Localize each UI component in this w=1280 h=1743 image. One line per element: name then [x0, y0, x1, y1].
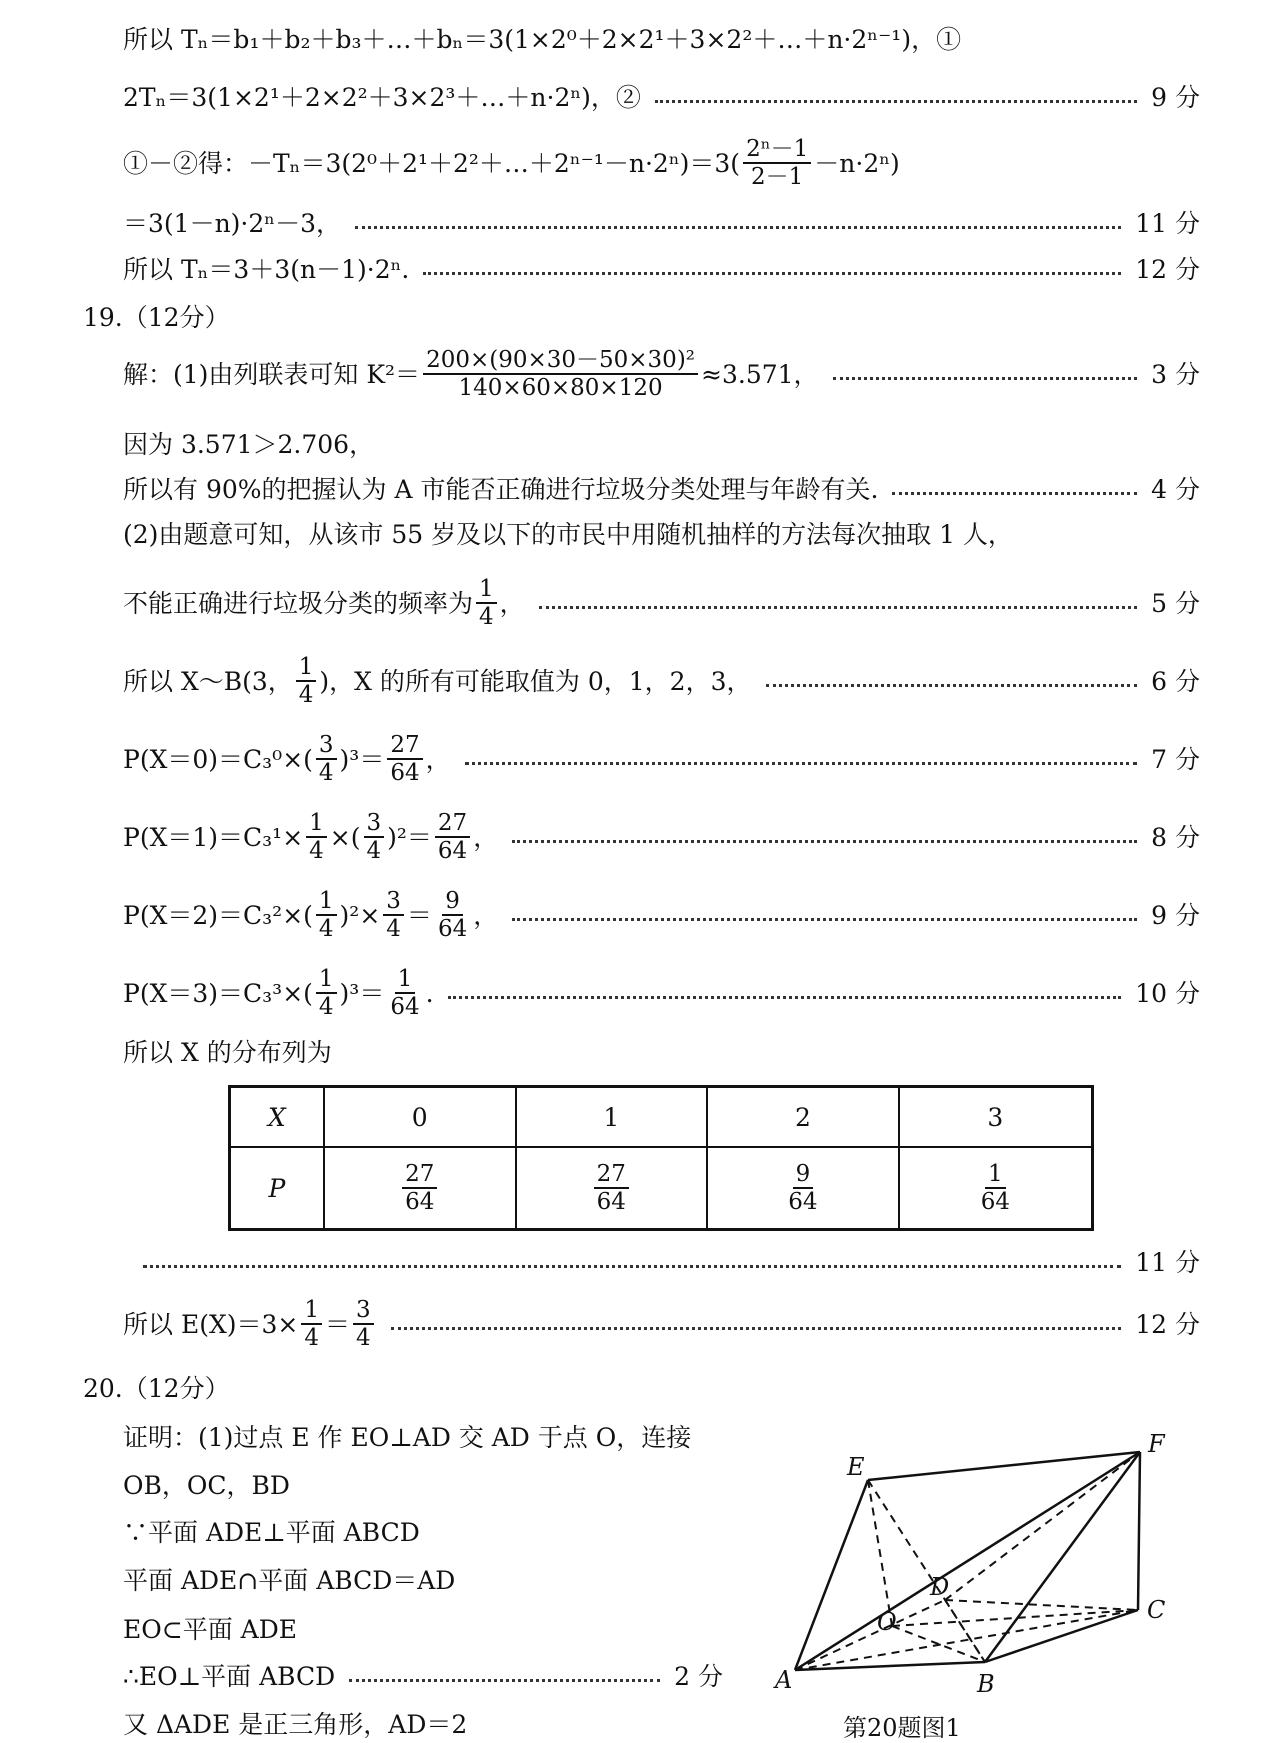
edge-af: [795, 1452, 1140, 1670]
score-label: 9 分: [1151, 83, 1200, 112]
binomial-tail: )，X 的所有可能取值为 0，1，2，3，: [319, 666, 752, 696]
numerator: 1: [301, 1298, 322, 1325]
text-line: [123, 27, 961, 52]
question-number: 20.（12分）: [83, 1374, 230, 1403]
text-line: [123, 1568, 455, 1593]
text-line: [123, 1712, 467, 1737]
fraction: [387, 967, 422, 1019]
prob-x0: [123, 733, 451, 785]
proof-line: OB，OC，BD: [123, 1471, 290, 1500]
formula-tn-final: 所以 Tₙ＝3＋3(n－1)·2ⁿ.: [123, 255, 410, 284]
prob-x2: [123, 889, 498, 941]
dot-leader: [143, 1265, 1121, 1268]
denominator: 64: [980, 1189, 1010, 1215]
dot-leader: [892, 492, 1137, 495]
binomial-statement: [123, 655, 752, 707]
denominator: 4: [309, 838, 324, 865]
numerator: 3: [383, 889, 404, 916]
edge-db: [945, 1600, 985, 1662]
denominator: 64: [596, 1189, 626, 1215]
prob-x3: [123, 967, 434, 1019]
formula-result: ＝3(1－n)·2ⁿ－3，: [123, 209, 341, 238]
vertex-label-a: A: [775, 1666, 793, 1694]
formula-sum-tn: 所以 Tₙ＝b₁＋b₂＋b₃＋…＋bₙ＝3(1×2⁰＋2×2¹＋3×2²＋…＋n·2ⁿ⁻¹)，①: [123, 25, 962, 54]
comma: ，: [473, 900, 499, 930]
vertex-label-b: B: [977, 1670, 995, 1698]
text-line: [123, 733, 1200, 785]
edge-ef: [868, 1452, 1140, 1480]
numerator: 200×(90×30－50×30)²: [423, 348, 698, 375]
vertex-label-d: D: [930, 1573, 950, 1601]
prob-lead: P(X＝3)＝C₃³×(: [123, 978, 313, 1008]
text-line: [123, 432, 374, 457]
dot-leader: [512, 918, 1137, 921]
table-cell: [324, 1147, 516, 1230]
text-line: [123, 811, 1200, 863]
dot-leader: [766, 684, 1138, 687]
denominator: 4: [318, 760, 334, 787]
question-heading: [83, 305, 230, 330]
prob-mid: )²＝: [387, 822, 432, 852]
fraction: [476, 577, 497, 629]
denominator: 4: [479, 604, 494, 631]
proof-line: ∵平面 ADE⊥平面 ABCD: [123, 1518, 420, 1547]
fraction: [316, 889, 337, 941]
table-cell: 0: [324, 1087, 516, 1148]
table-header-x: X: [230, 1087, 324, 1148]
dot-leader: [833, 377, 1138, 380]
frequency-text: 不能正确进行垃圾分类的频率为: [123, 588, 474, 618]
text-line: [123, 477, 1200, 502]
denominator: 64: [437, 916, 468, 943]
score-label: 4 分: [1151, 475, 1200, 504]
prob-mid: ＝: [406, 900, 432, 930]
text-line: [123, 889, 1200, 941]
prob-lead: P(X＝1)＝C₃¹×: [123, 822, 304, 852]
fraction: [594, 1162, 629, 1214]
comma: ，: [425, 744, 451, 774]
numerator: 3: [364, 811, 385, 838]
vertex-label-c: C: [1147, 1596, 1166, 1624]
proof-line: 又 ΔADE 是正三角形，AD＝2: [123, 1710, 468, 1739]
score-label: 11 分: [1135, 1248, 1200, 1277]
prob-lead: P(X＝0)＝C₃⁰×(: [123, 744, 313, 774]
edge-fc: [1138, 1452, 1140, 1610]
proof-line: EO⊂平面 ADE: [123, 1615, 297, 1644]
numerator: 3: [316, 733, 337, 760]
vertex-label-f: F: [1148, 1430, 1165, 1458]
text-line: [123, 1664, 723, 1689]
period: .: [425, 978, 434, 1008]
dot-leader: [423, 272, 1121, 275]
table-row: [230, 1087, 1093, 1148]
text-line: [123, 1298, 1200, 1350]
numerator: 3: [353, 1298, 374, 1325]
fraction: [978, 1162, 1013, 1214]
fraction: [316, 967, 337, 1019]
score-label: 10 分: [1135, 978, 1200, 1008]
numerator: 1: [296, 655, 317, 682]
numerator: 27: [387, 733, 422, 760]
dot-leader: [655, 100, 1137, 103]
formula-k2-lead: 解：(1)由列联表可知 K²＝: [123, 359, 421, 389]
edge-df: [945, 1452, 1140, 1600]
numerator: 1: [316, 967, 337, 994]
denominator: 64: [437, 838, 468, 865]
edge-bf: [985, 1452, 1140, 1662]
expectation-equals: ＝: [325, 1309, 351, 1339]
fraction: [435, 889, 470, 941]
score-label: 12 分: [1135, 255, 1200, 284]
formula-k2-value: ≈3.571，: [701, 359, 819, 389]
denominator: 140×60×80×120: [458, 375, 663, 402]
table-cell: 1: [516, 1087, 708, 1148]
numerator: 27: [402, 1162, 437, 1189]
fraction: [435, 811, 470, 863]
score-label: 12 分: [1135, 1309, 1200, 1339]
proof-line: ∴EO⊥平面 ABCD: [123, 1662, 336, 1691]
comma: ，: [473, 822, 499, 852]
edge-ac: [795, 1610, 1138, 1670]
dot-leader: [465, 762, 1138, 765]
edge-ea: [795, 1480, 868, 1670]
denominator: 64: [788, 1189, 818, 1215]
comma: ，: [499, 588, 525, 618]
denominator: 64: [390, 760, 420, 787]
table-cell: [516, 1147, 708, 1230]
dot-leader: [355, 226, 1121, 229]
text-line: [123, 85, 1200, 110]
question-number: 19.（12分）: [83, 303, 230, 332]
denominator: 4: [366, 838, 382, 865]
fraction: [364, 811, 385, 863]
formula-2tn: 2Tₙ＝3(1×2¹＋2×2²＋3×2³＋…＋n·2ⁿ)，②: [123, 83, 641, 112]
text-line: [123, 257, 1200, 282]
fraction: [316, 733, 337, 785]
numerator: 1: [476, 577, 497, 604]
fraction: [353, 1298, 374, 1350]
score-label: 11 分: [1135, 209, 1200, 238]
text-line: [123, 137, 900, 189]
expectation-lead: 所以 E(X)＝3×: [123, 1309, 299, 1339]
prob-x1: [123, 811, 498, 863]
numerator: 9: [793, 1162, 814, 1189]
table-header-p: P: [230, 1147, 324, 1230]
figure-svg: [755, 1430, 1195, 1730]
text-line: [123, 1617, 297, 1642]
formula-k2: [123, 348, 819, 400]
fraction: [423, 348, 698, 400]
score-label: 9 分: [1151, 900, 1200, 930]
denominator: 64: [390, 994, 420, 1021]
text-line: [123, 348, 1200, 400]
numerator: 1: [306, 811, 327, 838]
denominator: 4: [298, 682, 314, 709]
fraction: [306, 811, 327, 863]
conclusion: 所以有 90%的把握认为 A 市能否正确进行垃圾分类处理与年龄有关.: [123, 475, 879, 504]
denominator: 4: [386, 916, 401, 943]
numerator: 27: [594, 1162, 629, 1189]
binomial-lead: 所以 X～B(3，: [123, 666, 293, 696]
vertex-label-o: O: [877, 1608, 897, 1636]
numerator: 27: [435, 811, 470, 838]
prob-mid: )²×: [339, 900, 381, 930]
dot-leader: [391, 1327, 1122, 1330]
dot-leader: [539, 606, 1137, 609]
table-row: [230, 1147, 1093, 1230]
text-line: [123, 1425, 691, 1450]
denominator: 4: [318, 994, 334, 1021]
numerator: 9: [442, 889, 463, 916]
geometry-figure: [755, 1430, 1195, 1730]
fraction: [785, 1162, 820, 1214]
numerator: 2ⁿ－1: [743, 137, 811, 164]
proof-line: 证明：(1)过点 E 作 EO⊥AD 交 AD 于点 O，连接: [123, 1423, 692, 1452]
fraction: [387, 733, 422, 785]
dot-leader: [512, 840, 1137, 843]
numerator: 1: [395, 967, 416, 994]
text-line: [123, 577, 1200, 629]
proof-line: 平面 ADE∩平面 ABCD＝AD: [123, 1566, 456, 1595]
prob-lead: P(X＝2)＝C₃²×(: [123, 900, 313, 930]
text-line: [123, 522, 1013, 547]
numerator: 1: [316, 889, 337, 916]
score-label: 2 分: [674, 1662, 723, 1691]
fraction: [402, 1162, 437, 1214]
text-line: [123, 1040, 332, 1065]
table-cell: [707, 1147, 899, 1230]
prob-mid: )³＝: [339, 978, 385, 1008]
text-line: [123, 1473, 290, 1498]
edge-dc: [945, 1600, 1138, 1610]
figure-caption: 第20题图1: [843, 1714, 961, 1742]
denominator: 4: [356, 1325, 371, 1352]
table-cell: 2: [707, 1087, 899, 1148]
table-cell: 3: [899, 1087, 1093, 1148]
fraction: [296, 655, 317, 707]
fraction: [383, 889, 404, 941]
score-label: 5 分: [1151, 588, 1200, 618]
score-label: 3 分: [1151, 359, 1200, 389]
denominator: 64: [405, 1189, 435, 1215]
formula-subtract: ①－②得：－Tₙ＝3(2⁰＋2¹＋2²＋…＋2ⁿ⁻¹－n·2ⁿ)＝3(: [123, 148, 741, 178]
frequency-statement: [123, 577, 525, 629]
edge-eo: [868, 1480, 892, 1626]
numerator: 1: [985, 1162, 1006, 1189]
text-line: [123, 967, 1200, 1019]
fraction: [743, 137, 811, 189]
dot-leader: [349, 1679, 660, 1682]
denominator: 4: [304, 1325, 319, 1352]
expectation: [123, 1298, 377, 1350]
denominator: 4: [318, 916, 334, 943]
text-line: [123, 211, 1200, 236]
part-two-intro: (2)由题意可知，从该市 55 岁及以下的市民中用随机抽样的方法每次抽取 1 人，: [123, 520, 1013, 549]
score-label: 8 分: [1151, 822, 1200, 852]
table-cell: [899, 1147, 1093, 1230]
prob-mid: ×(: [329, 822, 361, 852]
denominator: 2－1: [751, 164, 804, 191]
score-label: 7 分: [1151, 744, 1200, 774]
question-heading: [83, 1376, 230, 1401]
comparison: 因为 3.571＞2.706，: [123, 430, 375, 459]
fraction: [301, 1298, 322, 1350]
text-line: [123, 1520, 420, 1545]
distribution-table: [228, 1085, 1094, 1231]
formula-tail: －n·2ⁿ): [814, 148, 900, 178]
text-line: [143, 1250, 1200, 1275]
text-line: [123, 655, 1200, 707]
score-label: 6 分: [1151, 666, 1200, 696]
dot-leader: [448, 996, 1122, 999]
vertex-label-e: E: [847, 1453, 865, 1481]
distribution-intro: 所以 X 的分布列为: [123, 1038, 332, 1067]
prob-mid: )³＝: [339, 744, 385, 774]
